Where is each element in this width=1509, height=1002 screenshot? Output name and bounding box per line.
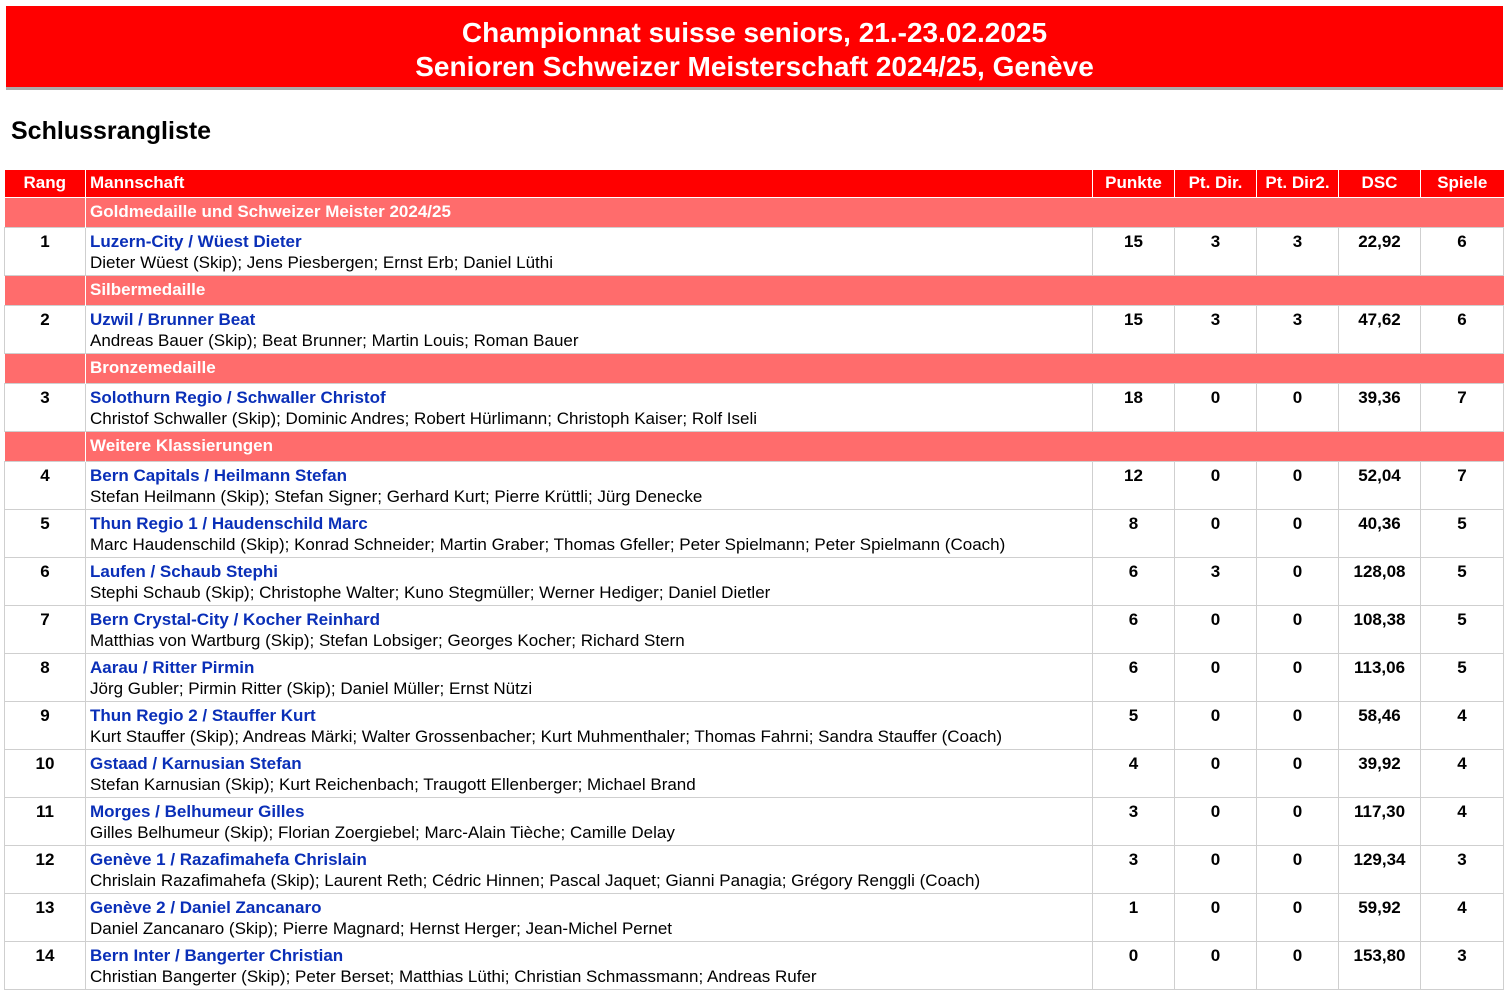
pt-dir-cell: 0 xyxy=(1175,845,1257,893)
section-row xyxy=(5,275,1504,305)
team-cell xyxy=(86,461,1093,509)
games-cell: 4 xyxy=(1421,797,1504,845)
points-cell: 1 xyxy=(1093,893,1175,941)
games-cell: 3 xyxy=(1421,941,1504,989)
team-link[interactable]: Thun Regio 2 / Stauffer Kurt xyxy=(90,705,316,725)
team-players: Daniel Zancanaro (Skip); Pierre Magnard; Hernst Herger; Jean-Michel Pernet xyxy=(90,918,673,938)
table-row xyxy=(5,605,1504,653)
games-cell: 4 xyxy=(1421,701,1504,749)
header-points: Punkte xyxy=(1093,170,1175,197)
team-link[interactable]: Gstaad / Karnusian Stefan xyxy=(90,753,302,773)
games-cell: 5 xyxy=(1421,653,1504,701)
games-cell: 3 xyxy=(1421,845,1504,893)
pt-dir-cell: 3 xyxy=(1175,305,1257,353)
pt-dir2-cell: 0 xyxy=(1257,383,1339,431)
pt-dir2-cell: 0 xyxy=(1257,749,1339,797)
rank-cell: 9 xyxy=(5,701,86,749)
team-cell xyxy=(86,701,1093,749)
team-link[interactable]: Laufen / Schaub Stephi xyxy=(90,561,278,581)
dsc-cell: 128,08 xyxy=(1339,557,1421,605)
dsc-cell: 39,92 xyxy=(1339,749,1421,797)
points-cell: 6 xyxy=(1093,605,1175,653)
pt-dir2-cell: 3 xyxy=(1257,227,1339,275)
table-row xyxy=(5,383,1504,431)
table-header-row xyxy=(5,170,1504,197)
games-cell: 6 xyxy=(1421,305,1504,353)
team-link[interactable]: Bern Capitals / Heilmann Stefan xyxy=(90,465,347,485)
team-players: Matthias von Wartburg (Skip); Stefan Lobsiger; Georges Kocher; Richard Stern xyxy=(90,630,685,650)
team-players: Dieter Wüest (Skip); Jens Piesbergen; Ernst Erb; Daniel Lüthi xyxy=(90,252,553,272)
points-cell: 3 xyxy=(1093,797,1175,845)
pt-dir-cell: 0 xyxy=(1175,605,1257,653)
table-row xyxy=(5,845,1504,893)
points-cell: 8 xyxy=(1093,509,1175,557)
pt-dir-cell: 0 xyxy=(1175,893,1257,941)
table-row xyxy=(5,941,1504,989)
header-games: Spiele xyxy=(1421,170,1504,197)
rank-cell: 7 xyxy=(5,605,86,653)
points-cell: 15 xyxy=(1093,227,1175,275)
points-cell: 0 xyxy=(1093,941,1175,989)
points-cell: 3 xyxy=(1093,845,1175,893)
games-cell: 4 xyxy=(1421,749,1504,797)
team-cell xyxy=(86,797,1093,845)
section-row xyxy=(5,353,1504,383)
pt-dir2-cell: 0 xyxy=(1257,845,1339,893)
pt-dir-cell: 0 xyxy=(1175,461,1257,509)
team-cell xyxy=(86,893,1093,941)
team-players: Marc Haudenschild (Skip); Konrad Schneider; Martin Graber; Thomas Gfeller; Peter Spielmann; Peter Spielmann (Coach) xyxy=(90,534,1006,554)
team-link[interactable]: Genève 2 / Daniel Zancanaro xyxy=(90,897,322,917)
rank-cell: 1 xyxy=(5,227,86,275)
pt-dir-cell: 3 xyxy=(1175,227,1257,275)
page-banner xyxy=(6,6,1503,90)
points-cell: 6 xyxy=(1093,557,1175,605)
team-players: Kurt Stauffer (Skip); Andreas Märki; Walter Grossenbacher; Kurt Muhmenthaler; Thomas Fahrni; Sandra Stauffer (Coach) xyxy=(90,726,1003,746)
rank-cell: 10 xyxy=(5,749,86,797)
table-row xyxy=(5,653,1504,701)
section-label: Silbermedaille xyxy=(86,275,1504,305)
team-cell xyxy=(86,749,1093,797)
games-cell: 5 xyxy=(1421,605,1504,653)
team-link[interactable]: Morges / Belhumeur Gilles xyxy=(90,801,305,821)
section-rank-cell xyxy=(5,431,86,461)
pt-dir-cell: 0 xyxy=(1175,653,1257,701)
rank-cell: 4 xyxy=(5,461,86,509)
page-title: Schlussrangliste xyxy=(11,117,212,145)
section-label: Bronzemedaille xyxy=(86,353,1504,383)
pt-dir2-cell: 0 xyxy=(1257,557,1339,605)
table-row xyxy=(5,509,1504,557)
dsc-cell: 58,46 xyxy=(1339,701,1421,749)
table-row xyxy=(5,797,1504,845)
table-row xyxy=(5,749,1504,797)
dsc-cell: 52,04 xyxy=(1339,461,1421,509)
team-players: Jörg Gubler; Pirmin Ritter (Skip); Daniel Müller; Ernst Nützi xyxy=(90,678,533,698)
pt-dir2-cell: 0 xyxy=(1257,797,1339,845)
section-row xyxy=(5,197,1504,227)
header-team: Mannschaft xyxy=(86,170,1093,197)
team-players: Stefan Heilmann (Skip); Stefan Signer; Gerhard Kurt; Pierre Krüttli; Jürg Denecke xyxy=(90,486,703,506)
table-row xyxy=(5,701,1504,749)
team-players: Gilles Belhumeur (Skip); Florian Zoergiebel; Marc-Alain Tièche; Camille Delay xyxy=(90,822,675,842)
team-cell xyxy=(86,509,1093,557)
team-cell xyxy=(86,557,1093,605)
dsc-cell: 153,80 xyxy=(1339,941,1421,989)
results-body xyxy=(5,197,1504,989)
dsc-cell: 108,38 xyxy=(1339,605,1421,653)
team-cell xyxy=(86,305,1093,353)
banner-title-line1: Championnat suisse seniors, 21.-23.02.2025 xyxy=(461,17,1048,48)
games-cell: 7 xyxy=(1421,383,1504,431)
rank-cell: 6 xyxy=(5,557,86,605)
dsc-cell: 39,36 xyxy=(1339,383,1421,431)
team-players: Stefan Karnusian (Skip); Kurt Reichenbach; Traugott Ellenberger; Michael Brand xyxy=(90,774,696,794)
table-row xyxy=(5,305,1504,353)
team-cell xyxy=(86,383,1093,431)
games-cell: 5 xyxy=(1421,509,1504,557)
team-link[interactable]: Uzwil / Brunner Beat xyxy=(90,309,256,329)
pt-dir2-cell: 0 xyxy=(1257,653,1339,701)
section-row xyxy=(5,431,1504,461)
team-players: Stephi Schaub (Skip); Christophe Walter; Kuno Stegmüller; Werner Hediger; Daniel Dietler xyxy=(90,582,771,602)
team-link[interactable]: Bern Inter / Bangerter Christian xyxy=(90,945,344,965)
table-row xyxy=(5,893,1504,941)
team-cell xyxy=(86,845,1093,893)
rank-cell: 5 xyxy=(5,509,86,557)
dsc-cell: 47,62 xyxy=(1339,305,1421,353)
rank-cell: 3 xyxy=(5,383,86,431)
section-label: Weitere Klassierungen xyxy=(86,431,1504,461)
pt-dir2-cell: 0 xyxy=(1257,701,1339,749)
team-link[interactable]: Genève 1 / Razafimahefa Chrislain xyxy=(90,849,367,869)
pt-dir-cell: 0 xyxy=(1175,797,1257,845)
header-dsc: DSC xyxy=(1339,170,1421,197)
pt-dir2-cell: 3 xyxy=(1257,305,1339,353)
points-cell: 18 xyxy=(1093,383,1175,431)
team-players: Christian Bangerter (Skip); Peter Berset; Matthias Lüthi; Christian Schmassmann; Andreas Rufer xyxy=(90,966,817,986)
team-link[interactable]: Aarau / Ritter Pirmin xyxy=(90,657,255,677)
rank-cell: 13 xyxy=(5,893,86,941)
section-label: Goldmedaille und Schweizer Meister 2024/25 xyxy=(86,197,1504,227)
table-row xyxy=(5,227,1504,275)
team-players: Christof Schwaller (Skip); Dominic Andres; Robert Hürlimann; Christoph Kaiser; Rolf Iseli xyxy=(90,408,758,428)
points-cell: 6 xyxy=(1093,653,1175,701)
rank-cell: 12 xyxy=(5,845,86,893)
pt-dir2-cell: 0 xyxy=(1257,509,1339,557)
pt-dir-cell: 0 xyxy=(1175,701,1257,749)
section-rank-cell xyxy=(5,353,86,383)
dsc-cell: 59,92 xyxy=(1339,893,1421,941)
pt-dir-cell: 0 xyxy=(1175,749,1257,797)
section-rank-cell xyxy=(5,197,86,227)
banner-title-line2: Senioren Schweizer Meisterschaft 2024/25, Genève xyxy=(415,51,1094,82)
team-cell xyxy=(86,653,1093,701)
section-rank-cell xyxy=(5,275,86,305)
results-table xyxy=(4,170,1504,990)
pt-dir-cell: 0 xyxy=(1175,383,1257,431)
team-players: Chrislain Razafimahefa (Skip); Laurent Reth; Cédric Hinnen; Pascal Jaquet; Gianni Panagia; Grégory Renggli (Coach) xyxy=(90,870,981,890)
dsc-cell: 22,92 xyxy=(1339,227,1421,275)
pt-dir-cell: 3 xyxy=(1175,557,1257,605)
rank-cell: 11 xyxy=(5,797,86,845)
team-players: Andreas Bauer (Skip); Beat Brunner; Martin Louis; Roman Bauer xyxy=(90,330,579,350)
team-link[interactable]: Thun Regio 1 / Haudenschild Marc xyxy=(90,513,368,533)
dsc-cell: 113,06 xyxy=(1339,653,1421,701)
pt-dir-cell: 0 xyxy=(1175,941,1257,989)
pt-dir2-cell: 0 xyxy=(1257,941,1339,989)
games-cell: 6 xyxy=(1421,227,1504,275)
team-link[interactable]: Solothurn Regio / Schwaller Christof xyxy=(90,387,386,407)
dsc-cell: 40,36 xyxy=(1339,509,1421,557)
pt-dir2-cell: 0 xyxy=(1257,461,1339,509)
games-cell: 5 xyxy=(1421,557,1504,605)
table-row xyxy=(5,557,1504,605)
header-rank: Rang xyxy=(5,170,86,197)
rank-cell: 14 xyxy=(5,941,86,989)
points-cell: 15 xyxy=(1093,305,1175,353)
dsc-cell: 117,30 xyxy=(1339,797,1421,845)
pt-dir2-cell: 0 xyxy=(1257,893,1339,941)
pt-dir2-cell: 0 xyxy=(1257,605,1339,653)
team-link[interactable]: Bern Crystal-City / Kocher Reinhard xyxy=(90,609,381,629)
points-cell: 12 xyxy=(1093,461,1175,509)
points-cell: 4 xyxy=(1093,749,1175,797)
pt-dir-cell: 0 xyxy=(1175,509,1257,557)
rank-cell: 2 xyxy=(5,305,86,353)
rank-cell: 8 xyxy=(5,653,86,701)
points-cell: 5 xyxy=(1093,701,1175,749)
games-cell: 4 xyxy=(1421,893,1504,941)
header-pt-dir: Pt. Dir. xyxy=(1175,170,1257,197)
games-cell: 7 xyxy=(1421,461,1504,509)
team-cell xyxy=(86,605,1093,653)
dsc-cell: 129,34 xyxy=(1339,845,1421,893)
table-row xyxy=(5,461,1504,509)
team-cell xyxy=(86,941,1093,989)
team-link[interactable]: Luzern-City / Wüest Dieter xyxy=(90,231,302,251)
header-pt-dir2: Pt. Dir2. xyxy=(1257,170,1339,197)
team-cell xyxy=(86,227,1093,275)
